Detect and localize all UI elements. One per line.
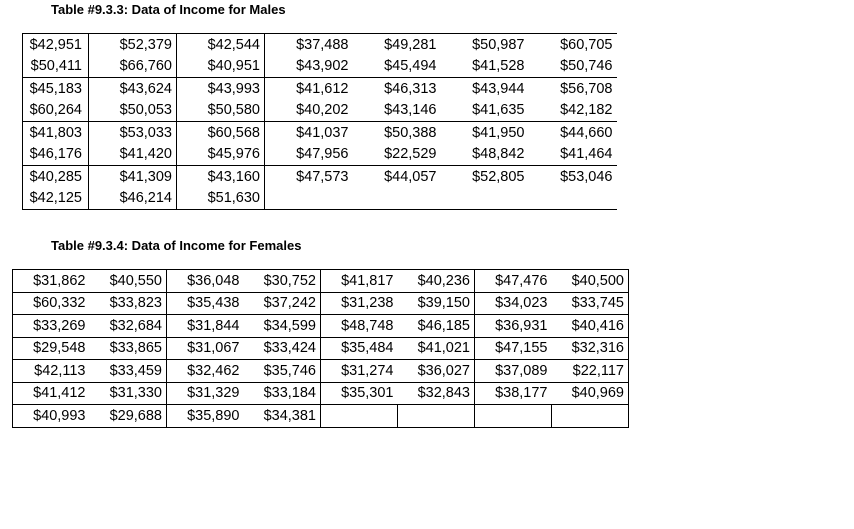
males-table-cell: $47,573: [265, 166, 353, 188]
males-table-cell: $51,630: [177, 188, 265, 210]
males-table-cell: $52,379: [89, 34, 177, 56]
males-table-cell: $50,388: [353, 122, 441, 144]
females-table-row: [13, 315, 629, 338]
males-table-cell: $40,202: [296, 102, 349, 119]
females-table-cell: $31,274: [321, 360, 398, 383]
males-table-row: [23, 100, 617, 122]
males-table-cell: $50,746: [560, 58, 613, 75]
males-table-cell: $50,580: [177, 100, 265, 122]
males-table-cell: $40,285: [23, 166, 89, 188]
males-table-row: [23, 34, 617, 56]
females-table-caption: Table #9.3.4: Data of Income for Females: [51, 238, 302, 253]
females-table-cell: $33,269: [13, 315, 90, 338]
males-table-cell: $45,183: [23, 78, 89, 100]
males-table-cell: $42,125: [23, 188, 89, 210]
females-table-cell: $33,459: [90, 360, 167, 383]
males-table-cell: $47,956: [296, 146, 349, 163]
males-table-cell: $45,976: [177, 144, 265, 166]
females-table-cell: $40,969: [552, 382, 629, 405]
females-table-cell: $38,177: [475, 382, 552, 405]
females-table-cell: $32,316: [552, 337, 629, 360]
males-table-cell: $41,309: [89, 166, 177, 188]
females-table-cell: $34,023: [475, 292, 552, 315]
females-table-cell: $29,688: [90, 405, 167, 428]
males-table-cell: $41,950: [441, 122, 529, 144]
females-table-cell: $40,236: [398, 270, 475, 293]
females-table-cell: [475, 405, 552, 428]
females-table-cell: $22,117: [552, 360, 629, 383]
females-table-cell: $31,330: [90, 382, 167, 405]
males-table-cell: $43,146: [384, 102, 437, 119]
females-table-cell: $32,462: [167, 360, 244, 383]
males-income-table: [22, 33, 617, 210]
females-table-cell: $37,089: [475, 360, 552, 383]
males-table-row: [23, 56, 617, 78]
females-table-cell: $46,185: [398, 315, 475, 338]
females-table-cell: $33,745: [552, 292, 629, 315]
females-income-table: [12, 269, 629, 428]
females-table-cell: $31,238: [321, 292, 398, 315]
males-table-cell: [529, 188, 617, 210]
females-table-cell: $36,931: [475, 315, 552, 338]
males-table-cell: $49,281: [353, 34, 441, 56]
males-table-cell: $56,708: [529, 78, 617, 100]
females-table-cell: $33,823: [90, 292, 167, 315]
females-table-cell: $47,155: [475, 337, 552, 360]
females-table-cell: $33,865: [90, 337, 167, 360]
males-table-cell: $53,046: [529, 166, 617, 188]
males-table-cell: $43,624: [89, 78, 177, 100]
males-table-cell: [265, 188, 353, 210]
males-table-cell: $42,182: [560, 102, 613, 119]
females-table-cell: [552, 405, 629, 428]
males-table-cell: $52,805: [441, 166, 529, 188]
males-table-cell: $41,420: [89, 144, 177, 166]
females-table-row: [13, 270, 629, 293]
females-table-cell: $48,748: [321, 315, 398, 338]
females-table-cell: $41,021: [398, 337, 475, 360]
males-table-cell: $48,842: [472, 146, 525, 163]
males-table-cell: $43,902: [296, 58, 349, 75]
males-table-row: [23, 122, 617, 144]
females-table-cell: $31,862: [13, 270, 90, 293]
males-table-cell: $41,612: [265, 78, 353, 100]
females-table-cell: $31,329: [167, 382, 244, 405]
males-table-cell: $41,464: [560, 146, 613, 163]
males-table-cell: $44,660: [529, 122, 617, 144]
males-table-cell: $40,951: [177, 56, 265, 78]
males-table-cell: $41,803: [23, 122, 89, 144]
males-table-row: [23, 166, 617, 188]
females-table-cell: $35,746: [244, 360, 321, 383]
females-table-cell: [321, 405, 398, 428]
males-table-cell: $46,214: [89, 188, 177, 210]
females-table-cell: $35,301: [321, 382, 398, 405]
females-table-cell: $32,843: [398, 382, 475, 405]
males-table-caption: Table #9.3.3: Data of Income for Males: [51, 2, 286, 17]
females-table-cell: $29,548: [13, 337, 90, 360]
females-table-cell: $33,424: [244, 337, 321, 360]
males-table-cell: $44,057: [353, 166, 441, 188]
males-table-cell: $22,529: [384, 146, 437, 163]
males-table-cell: $66,760: [89, 56, 177, 78]
males-table-cell: $50,411: [23, 56, 89, 78]
females-table-cell: $42,113: [13, 360, 90, 383]
females-table-row: [13, 292, 629, 315]
females-table-cell: $40,993: [13, 405, 90, 428]
females-table-cell: $34,599: [244, 315, 321, 338]
males-table-cell: $46,313: [353, 78, 441, 100]
males-table-cell: $37,488: [265, 34, 353, 56]
females-table-cell: $33,184: [244, 382, 321, 405]
females-table-cell: $32,684: [90, 315, 167, 338]
females-table-cell: $47,476: [475, 270, 552, 293]
males-table-cell: $60,568: [177, 122, 265, 144]
males-table-cell: $50,053: [89, 100, 177, 122]
females-table-cell: $35,438: [167, 292, 244, 315]
females-table-cell: $39,150: [398, 292, 475, 315]
females-table-cell: $40,500: [552, 270, 629, 293]
females-table-cell: $31,844: [167, 315, 244, 338]
females-table-cell: $35,890: [167, 405, 244, 428]
males-table-cell: $46,176: [23, 144, 89, 166]
females-table-cell: [398, 405, 475, 428]
males-table-cell: $53,033: [89, 122, 177, 144]
females-table-cell: $40,416: [552, 315, 629, 338]
females-table-cell: $41,412: [13, 382, 90, 405]
females-table-cell: $35,484: [321, 337, 398, 360]
males-table-cell: $41,635: [472, 102, 525, 119]
females-table-cell: $34,381: [244, 405, 321, 428]
females-table-cell: $30,752: [244, 270, 321, 293]
females-table-row: [13, 337, 629, 360]
females-table-cell: $40,550: [90, 270, 167, 293]
males-table-row: [23, 188, 617, 210]
females-table-row: [13, 405, 629, 428]
males-table-cell: $41,528: [472, 58, 525, 75]
males-table-cell: $41,037: [265, 122, 353, 144]
males-table-cell: $43,993: [177, 78, 265, 100]
males-table-cell: $60,705: [529, 34, 617, 56]
females-table-cell: $36,048: [167, 270, 244, 293]
males-table-cell: $42,544: [177, 34, 265, 56]
females-table-row: [13, 360, 629, 383]
males-table-cell: [441, 188, 529, 210]
males-table-cell: $43,160: [177, 166, 265, 188]
males-table-cell: $45,494: [384, 58, 437, 75]
males-table-cell: $43,944: [441, 78, 529, 100]
females-table-cell: $31,067: [167, 337, 244, 360]
males-table-row: [23, 78, 617, 100]
females-table-cell: $37,242: [244, 292, 321, 315]
males-table-row: [23, 144, 617, 166]
females-table-cell: $60,332: [13, 292, 90, 315]
females-table-cell: $41,817: [321, 270, 398, 293]
males-table-cell: [353, 188, 441, 210]
females-table-row: [13, 382, 629, 405]
females-table-cell: $36,027: [398, 360, 475, 383]
males-table-cell: $50,987: [441, 34, 529, 56]
males-table-cell: $42,951: [23, 34, 89, 56]
males-table-cell: $60,264: [23, 100, 89, 122]
